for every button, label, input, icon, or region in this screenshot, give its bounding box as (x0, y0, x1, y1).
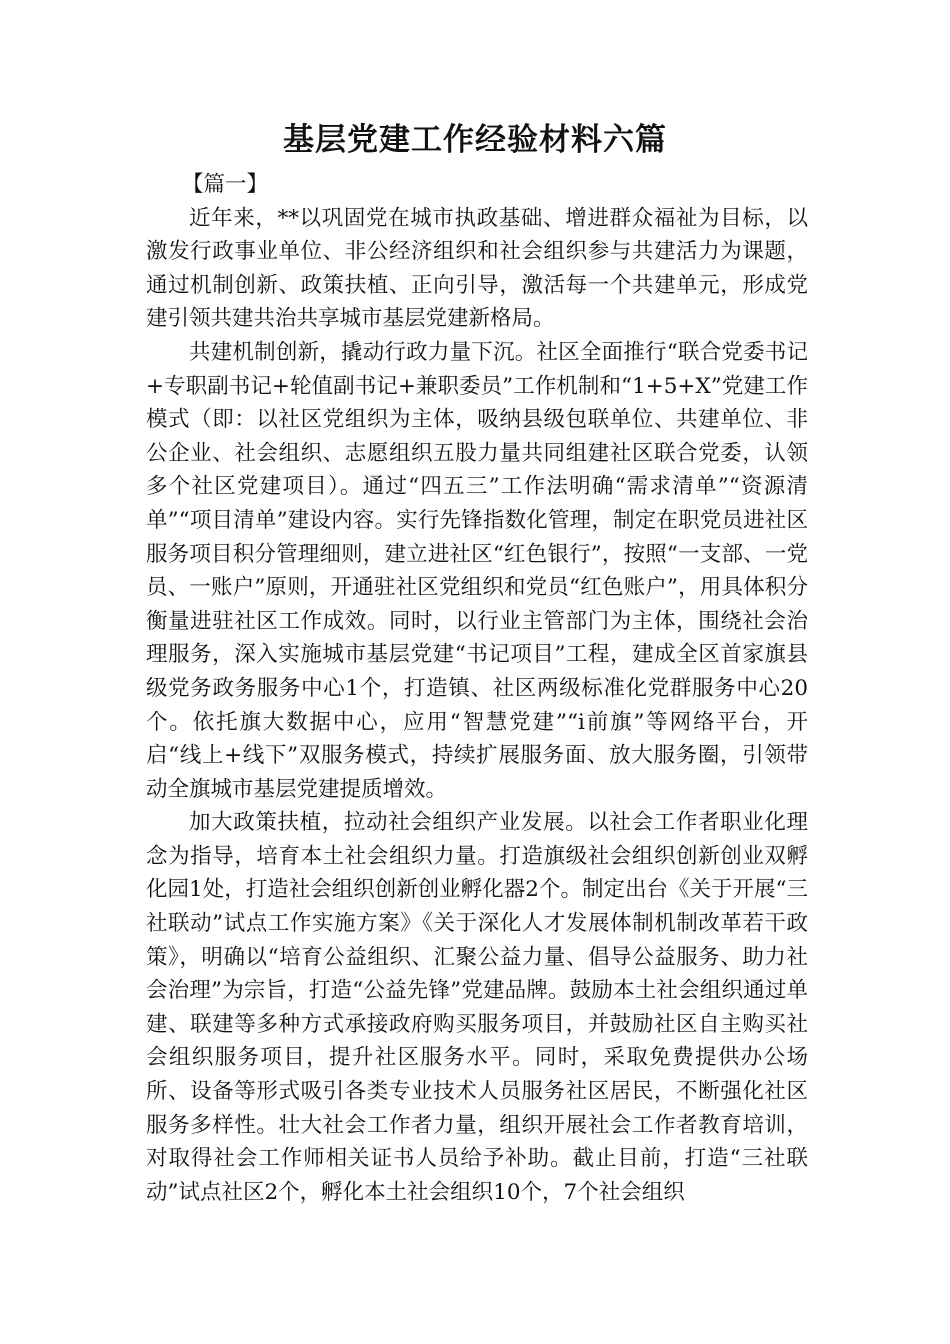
document-title: 基层党建工作经验材料六篇 (283, 122, 667, 158)
document-body (146, 168, 808, 1209)
paragraph-intro: 近年来，**以巩固党在城市执政基础、增进群众福祉为目标，以激发行政事业单位、非公经济组织和社会组织参与共建活力为课题，通过机制创新、政策扶植、正向引导，激活每一个共建单元，形成党建引领共建共治共享城市基层党建新格局。 (146, 205, 808, 332)
paragraph-mechanism: 共建机制创新，撬动行政力量下沉。社区全面推行“联合党委书记+专职副书记+轮值副书记+兼职委员”工作机制和“1+5+X”党建工作模式（即：以社区党组织为主体，吸纳县级包联单位、共建单位、非公企业、社会组织、志愿组织五股力量共同组建社区联合党委，认领多个社区党建项目）。通过“四五三”工作法明确“需求清单”“资源清单”“项目清单”建设内容。实行先锋指数化管理，制定在职党员进社区服务项目积分管理细则，建立进社区“红色银行”，按照“一支部、一党员、一账户”原则，开通驻社区党组织和党员“红色账户”，用具体积分衡量进驻社区工作成效。同时，以行业主管部门为主体，围绕社会治理服务，深入实施城市基层党建“书记项目”工程，建成全区首家旗县级党务政务服务中心1个，打造镇、社区两级标准化党群服务中心20个。依托旗大数据中心，应用“智慧党建”“i前旗”等网络平台，开启“线上+线下”双服务模式，持续扩展服务面、放大服务圈，引领带动全旗城市基层党建提质增效。 (146, 339, 808, 802)
paragraph-policy: 加大政策扶植，拉动社会组织产业发展。以社会工作者职业化理念为指导，培育本土社会组织力量。打造旗级社会组织创新创业双孵化园1处，打造社会组织创新创业孵化器2个。制定出台《关于开展“三社联动”试点工作实施方案》《关于深化人才发展体制机制改革若干政策》，明确以“培育公益组织、汇聚公益力量、倡导公益服务、助力社会治理”为宗旨，打造“公益先锋”党建品牌。鼓励本土社会组织通过单建、联建等多种方式承接政府购买服务项目，并鼓励社区自主购买社会组织服务项目，提升社区服务水平。同时，采取免费提供办公场所、设备等形式吸引各类专业技术人员服务社区居民，不断强化社区服务多样性。壮大社会工作者力量，组织开展社会工作者教育培训，对取得社会工作师相关证书人员给予补助。截止目前，打造“三社联动”试点社区2个，孵化本土社会组织10个，7个社会组织 (146, 810, 808, 1205)
section-label: 【篇一】 (182, 172, 269, 197)
